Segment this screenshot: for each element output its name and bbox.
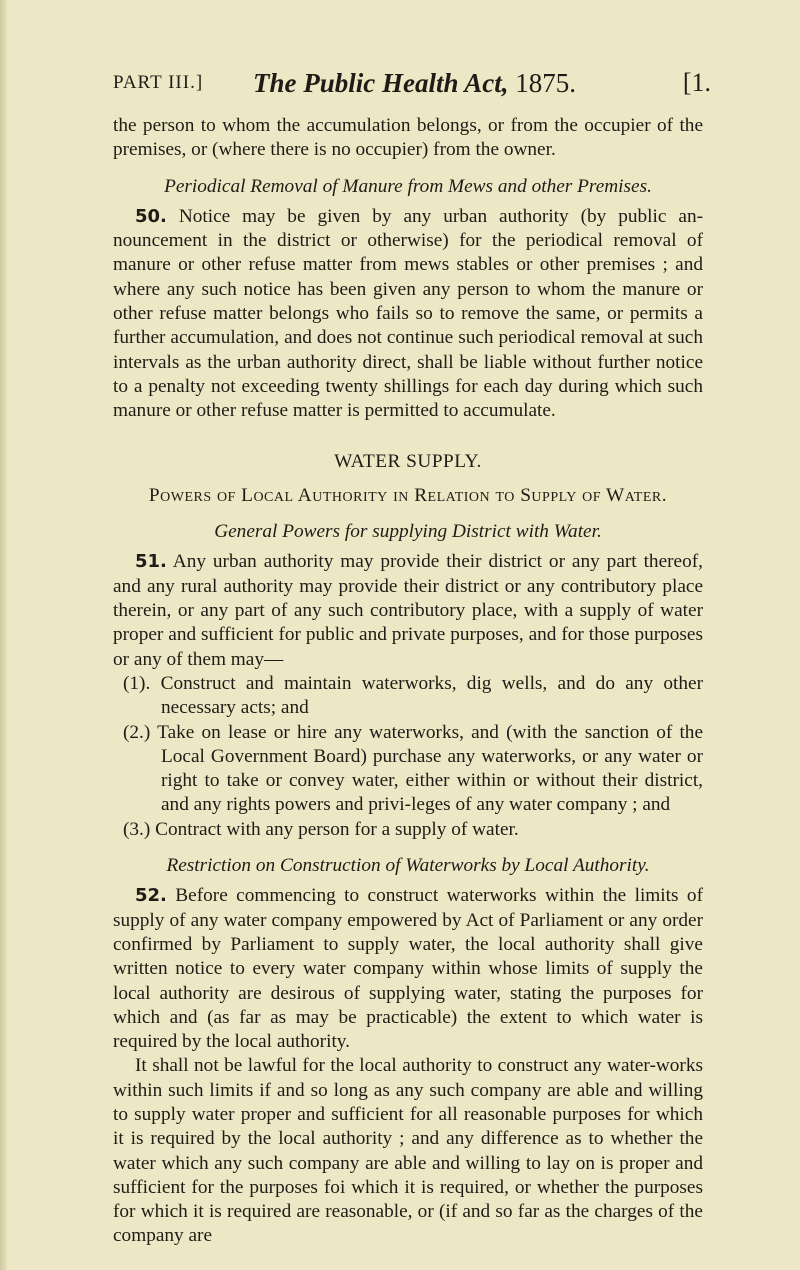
- heading-water-supply: WATER SUPPLY.: [334, 450, 482, 472]
- header-section-ref: [1.: [682, 68, 711, 97]
- section-50-text: Notice may be given by any urban authority (by public an-nouncement in the district or otherwise) for the periodical removal of manure or other refuse matter from mews stables or other premises ; and where any such notice has been given any person to whom the manure or other refuse matter belongs who fails so to remove the same, or permits a further accumulation, and does not continue such periodical removal at such intervals as the urban authority direct, shall be liable without further notice to a penalty not exceeding twenty shillings for each day during which such manure or other refuse matter is permitted to accumulate.: [113, 205, 704, 422]
- section-51-item-3: (3.) Contract with any person for a supply of water.: [123, 818, 519, 840]
- section-51: [113, 550, 703, 671]
- section-51-text: Any urban authority may provide their district or any part thereof, and any rural authority may provide their district or any contributory place therein, or any part of any such contributory place, with a supply of water proper and sufficient for public and private purposes, and for those purposes or any of them may—: [113, 551, 703, 670]
- intro-paragraph: the person to whom the accumulation belongs, or from the occupier of the premises, or (where there is no occupier) from the owner.: [113, 115, 703, 161]
- page-binding-edge: [0, 0, 7, 1270]
- section-50: [113, 205, 703, 424]
- running-header: [113, 68, 711, 104]
- section-52-paragraph-2: It shall not be lawful for the local authority to construct any water-works within such limits if and so long as any such company are able and willing to supply water proper and sufficient for all reasonable purposes for which it is required by the local authority ; and any difference as to whether the water which any such company are able and willing to lay on is proper and sufficient for the purposes foi which it is required, or whether the purposes for which it is required are reasonable, or (if and so far as the charges of the company are: [113, 1055, 703, 1247]
- book-page: [113, 68, 711, 1249]
- heading-general-powers: General Powers for supplying District with Water.: [214, 521, 602, 543]
- heading-manure-removal: Periodical Removal of Manure from Mews and other Premises.: [164, 175, 652, 197]
- section-51-number: 51.: [135, 551, 167, 573]
- section-51-item-2: (2.) Take on lease or hire any waterworks, and (with the sanction of the Local Government Board) purchase any waterworks, or any water or right to take or convey water, either within or without their district, and any rights powers and privi-leges of any water company ; and: [123, 721, 703, 816]
- heading-powers: Powers of Local Authority in Relation to Supply of Water.: [148, 484, 668, 506]
- header-title: [253, 68, 576, 99]
- heading-restriction: Restriction on Construction of Waterworks by Local Authority.: [166, 855, 650, 877]
- section-51-item-1: (1). Construct and maintain waterworks, dig wells, and do any other necessary acts; and: [123, 672, 703, 719]
- section-52-number: 52.: [135, 885, 167, 907]
- header-part: PART III.]: [113, 72, 204, 93]
- header-title-text: The Public Health Act,: [253, 68, 509, 98]
- header-year: 1875.: [515, 68, 576, 98]
- section-52-text: Before commencing to construct waterworks within the limits of supply of any water company empowered by Act of Parliament or any order confirmed by Parliament to supply water, the local authority shall give written notice to every water company within whose limits of supply the local authority are desirous of supplying water, stating the purposes for which and (as far as may be practicable) the extent to which water is required by the local authority.: [113, 885, 703, 1053]
- section-52: [113, 884, 703, 1054]
- section-50-number: 50.: [135, 205, 167, 227]
